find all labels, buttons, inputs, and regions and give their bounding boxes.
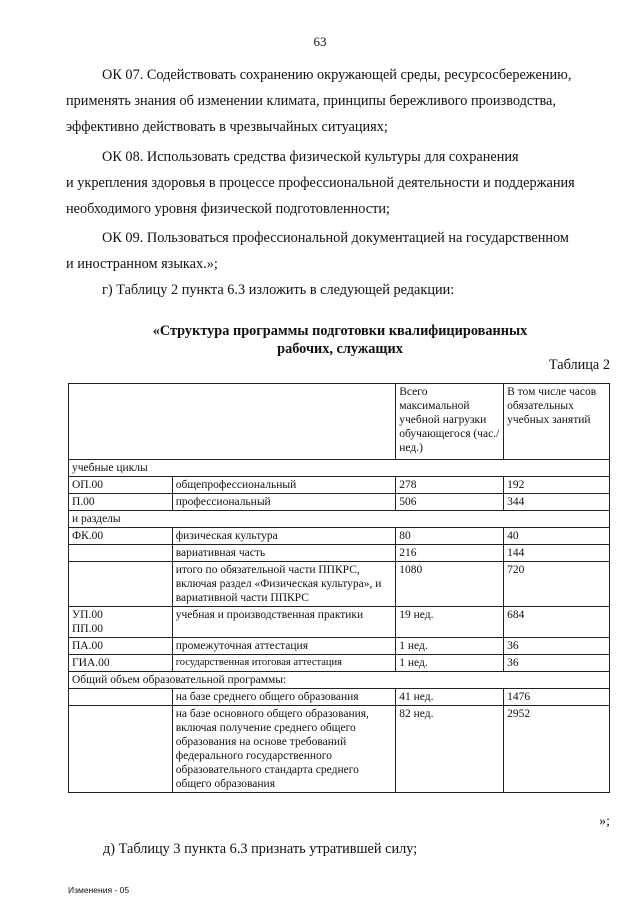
ok07-line-3: эффективно действовать в чрезвычайных ситуациях; xyxy=(66,119,388,135)
row-code xyxy=(69,545,173,562)
row-name: физическая культура xyxy=(172,528,396,545)
row-name: вариативная часть xyxy=(172,545,396,562)
structure-table xyxy=(68,383,610,793)
page-number: 63 xyxy=(313,34,327,49)
code-pp: ПП.00 xyxy=(72,623,103,635)
table-row xyxy=(69,545,610,562)
closing-quote: »; xyxy=(599,814,610,829)
row-name: на базе среднего общего образования xyxy=(172,689,396,706)
row-code: П.00 xyxy=(69,494,173,511)
footer-note: Изменения - 05 xyxy=(68,885,130,895)
row-code: ФК.00 xyxy=(69,528,173,545)
row-total: 41 нед. xyxy=(396,689,504,706)
row-code xyxy=(69,689,173,706)
ok07-line-1: ОК 07. Содействовать сохранению окружающей среды, ресурсосбережению, xyxy=(102,67,572,83)
row-total: 80 xyxy=(396,528,504,545)
heading-line-2: рабочих, служащих xyxy=(277,341,403,357)
row-name: общепрофессиональный xyxy=(172,477,396,494)
code-up: УП.00 xyxy=(72,609,103,621)
row-code xyxy=(69,706,173,793)
row-name: учебная и производственная практики xyxy=(172,607,396,638)
row-mandatory: 1476 xyxy=(504,689,610,706)
table-header-row xyxy=(69,384,610,460)
table-row xyxy=(69,562,610,607)
row-total: 216 xyxy=(396,545,504,562)
row-total: 1080 xyxy=(396,562,504,607)
header-blank-cell xyxy=(69,384,396,460)
row-mandatory: 684 xyxy=(504,607,610,638)
heading-line-1: «Структура программы подготовки квалифицированных xyxy=(152,323,528,339)
ok09-line-2: и иностранном языках.»; xyxy=(66,256,218,272)
header-total: Всего максимальной учебной нагрузки обучающегося (час./нед.) xyxy=(396,384,504,460)
table-row xyxy=(69,638,610,655)
section-row-cycles xyxy=(69,460,610,477)
section-row-total-volume xyxy=(69,672,610,689)
row-mandatory: 192 xyxy=(504,477,610,494)
section-total-volume: Общий объем образовательной программы: xyxy=(69,672,610,689)
row-total: 19 нед. xyxy=(396,607,504,638)
ok07-line-2: применять знания об изменении климата, принципы бережливого производства, xyxy=(66,93,556,109)
row-total: 82 нед. xyxy=(396,706,504,793)
paragraph-ok09 xyxy=(66,225,610,277)
table-row xyxy=(69,528,610,545)
row-code: ПА.00 xyxy=(69,638,173,655)
table-heading xyxy=(100,322,580,358)
ok09-line-1: ОК 09. Пользоваться профессиональной документацией на государственном xyxy=(102,230,569,246)
row-mandatory: 40 xyxy=(504,528,610,545)
table-row xyxy=(69,689,610,706)
row-total: 278 xyxy=(396,477,504,494)
row-code xyxy=(69,607,173,638)
row-code: ГИА.00 xyxy=(69,655,173,672)
row-total: 506 xyxy=(396,494,504,511)
row-name: итого по обязательной части ППКРС, включая раздел «Физическая культура», и вариативной части ППКРС xyxy=(172,562,396,607)
row-mandatory: 720 xyxy=(504,562,610,607)
table-row xyxy=(69,477,610,494)
ok08-line-1: ОК 08. Использовать средства физической культуры для сохранения xyxy=(102,149,519,165)
row-name: государственная итоговая аттестация xyxy=(172,655,396,672)
row-mandatory: 36 xyxy=(504,655,610,672)
row-name: профессиональный xyxy=(172,494,396,511)
table-row xyxy=(69,494,610,511)
ok08-line-2: и укрепления здоровья в процессе профессиональной деятельности и поддержания xyxy=(66,175,575,191)
ok08-line-3: необходимого уровня физической подготовленности; xyxy=(66,201,391,217)
row-mandatory: 36 xyxy=(504,638,610,655)
row-total: 1 нед. xyxy=(396,655,504,672)
table-row xyxy=(69,706,610,793)
row-mandatory: 344 xyxy=(504,494,610,511)
row-name: на базе основного общего образования, включая получение среднего общего образования на основе требований федерального государственного образовательного стандарта среднего общего образования xyxy=(172,706,396,793)
table-caption: Таблица 2 xyxy=(548,357,610,373)
table-row xyxy=(69,655,610,672)
row-code: ОП.00 xyxy=(69,477,173,494)
row-name: промежуточная аттестация xyxy=(172,638,396,655)
paragraph-ok08 xyxy=(66,144,610,222)
paragraph-item-g xyxy=(66,277,610,303)
paragraph-ok07 xyxy=(66,62,610,140)
section-cycles: учебные циклы xyxy=(69,460,610,477)
row-code xyxy=(69,562,173,607)
row-mandatory: 2952 xyxy=(504,706,610,793)
row-total: 1 нед. xyxy=(396,638,504,655)
header-mandatory: В том числе часов обязательных учебных занятий xyxy=(504,384,610,460)
item-g-text: г) Таблицу 2 пункта 6.3 изложить в следующей редакции: xyxy=(102,282,455,298)
section-and-sections: и разделы xyxy=(69,511,610,528)
paragraph-item-d: д) Таблицу 3 пункта 6.3 признать утратившей силу; xyxy=(103,841,418,857)
section-row-and-sections xyxy=(69,511,610,528)
table-row xyxy=(69,607,610,638)
row-mandatory: 144 xyxy=(504,545,610,562)
